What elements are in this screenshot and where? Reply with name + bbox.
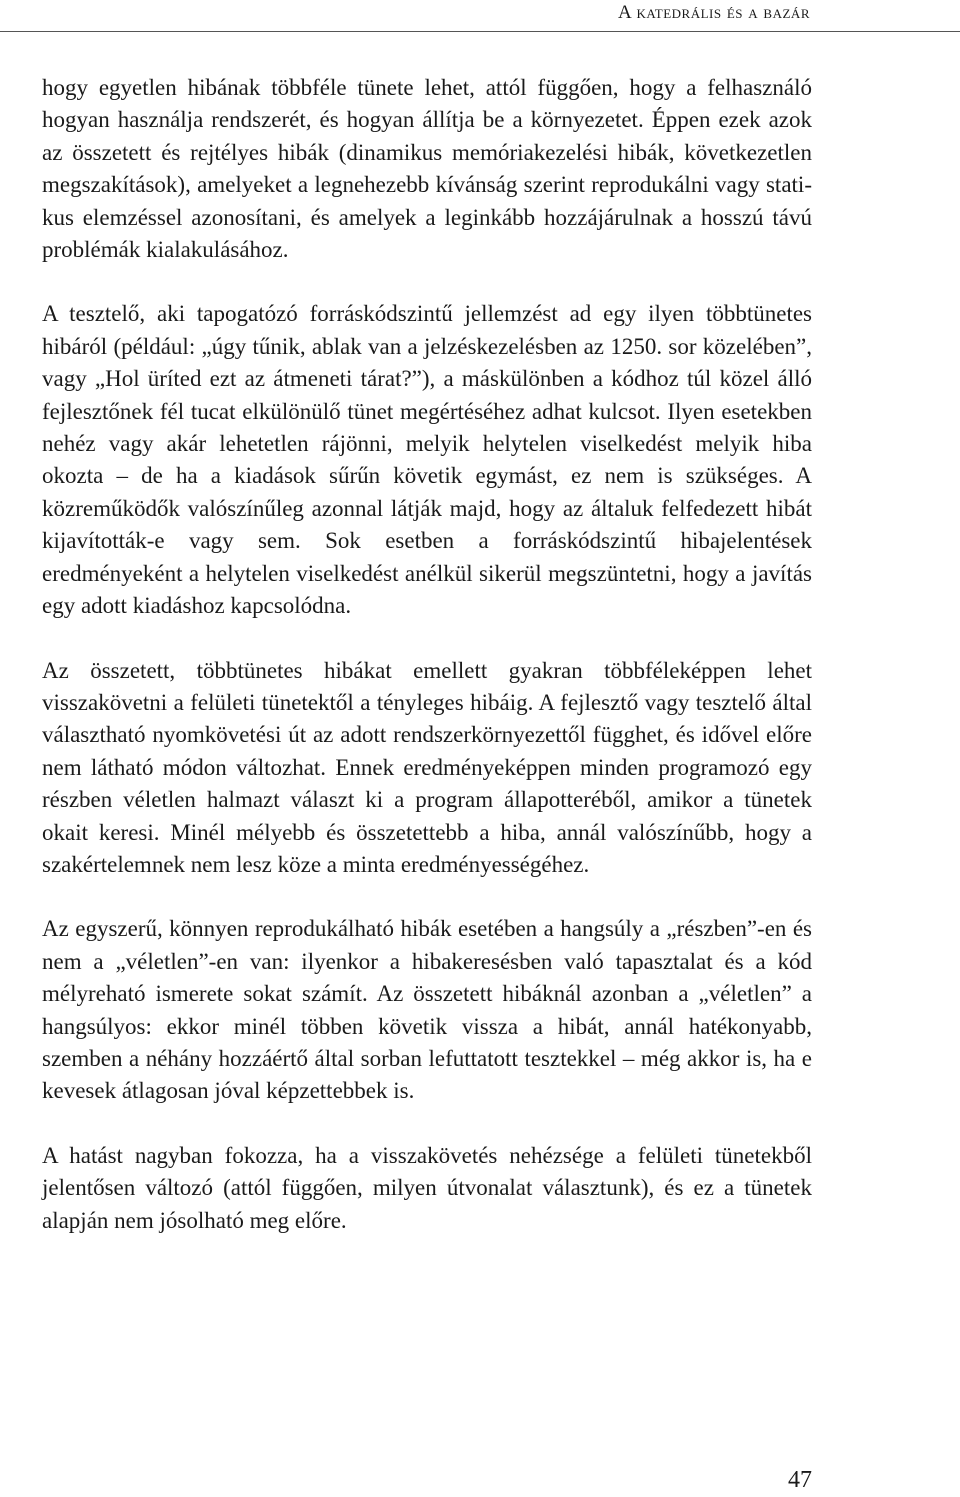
running-header-title: A katedrális és a bazár [618,2,810,23]
paragraph: A tesztelő, aki tapogatózó forráskódszintű jellemzést ad egy ilyen többtünetes hibáról (például: „úgy tűnik, ablak van a jelzéskezelésben az 1250. sor közelében”, vagy „Hol üríted ezt az átmeneti tárat?”), a máskülönben a kódhoz túl közel álló fejlesztőnek fél tucat elkülönülő tünet megértéséhez adhat kulcsot. Ilyen esetekben nehéz vagy akár lehetetlen rájönni, melyik helytelen viselkedést melyik hiba okozta – de ha a kiadások sűrűn követik egymást, ez nem is szükséges. A közreműködők valószínűleg azonnal látják majd, hogy az általuk felfedezett hibát kijavították-e vagy sem. Sok esetben a forráskódszintű hibajelentések eredményeként a helytelen viselkedést anélkül sikerül megszüntetni, hogy a javítás egy adott kiadáshoz kapcsolódna. [42,301,812,619]
page-number: 47 [788,1467,812,1493]
paragraph: A hatást nagyban fokozza, ha a visszakövetés nehézsége a felületi tünetekből jelentősen változó (attól függően, milyen útvonalat választunk), és ez a tünetek alapján nem jósolható meg előre. [42,1142,812,1233]
paragraph: hogy egyetlen hibának többféle tünete lehet, attól függően, hogy a felhasználó hogyan használja rendszerét, és hogyan állítja be a környezetet. Éppen ezek azok az összetett és rejtélyes hibák (dinamikus memóriakezelési hibák, következetlen megszakítások), amelyeket a legnehezebb kívánság szerint reprodukálni vagy statikus elemzéssel azonosítani, és amelyek a leginkább hozzájárulnak a hosszú távú problémák kialakulásához. [42,75,812,263]
body-text [42,72,812,1269]
running-header [0,0,960,32]
paragraph: Az összetett, többtünetes hibákat emellett gyakran többféleképpen lehet visszakövetni a felületi tünetektől a tényleges hibáig. A fejlesztő vagy tesztelő által választható nyomkövetési út az adott rendszerkörnyezettől függhet, és idővel előre nem látható módon változhat. Ennek eredményeképpen minden programozó egy részben véletlen halmazt választ ki a program állapotteréből, amikor a tünetek okait keresi. Minél mélyebb és összetettebb a hiba, annál valószínűbb, hogy a szakértelemnek nem lesz köze a minta eredményességéhez. [42,657,812,877]
paragraph: Az egyszerű, könnyen reprodukálható hibák esetében a hangsúly a „részben”-en és nem a „véletlen”-en van: ilyenkor a hibakeresésben való tapasztalat és a kód mélyreható ismerete sokat számít. Az összetett hibáknál azonban a „véletlen” a hangsúlyos: ekkor minél többen követik vissza a hibát, annál hatékonyabb, szemben a néhány hozzáértő által sorban lefuttatott tesztekkel – még akkor is, ha e kevesek átlagosan jóval képzettebbek is. [42,916,812,1104]
